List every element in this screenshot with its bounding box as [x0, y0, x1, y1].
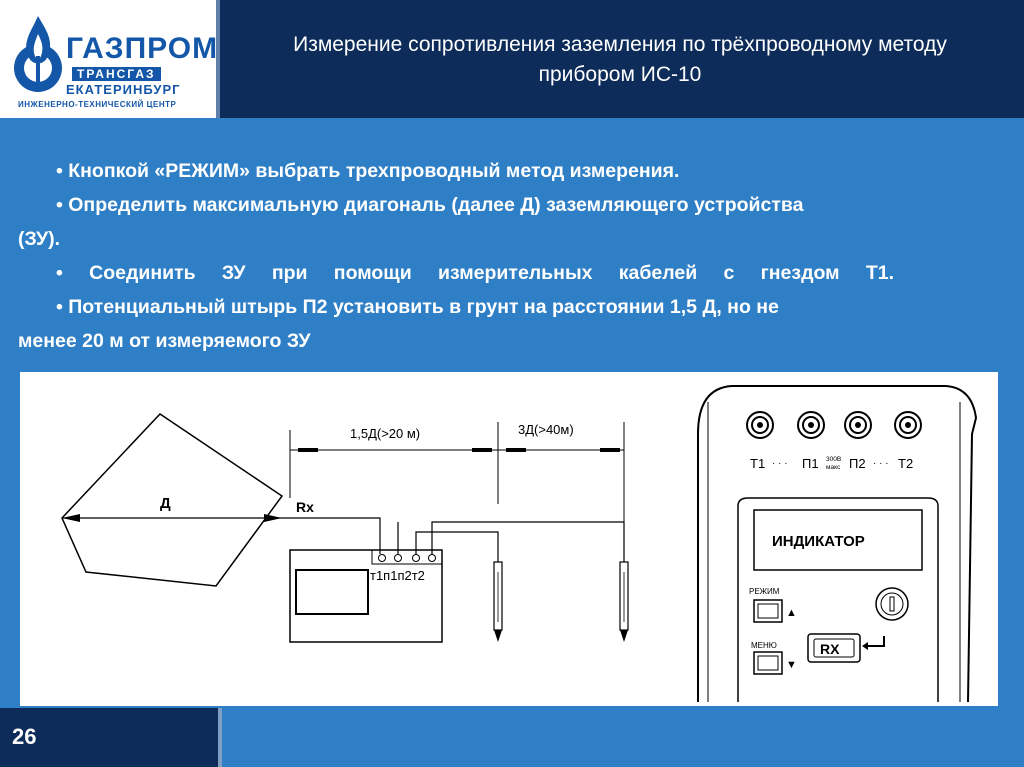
page-number: 26 [12, 724, 37, 749]
wire-t1 [282, 518, 380, 554]
terminal-p2 [845, 412, 871, 438]
arrow-up-icon: ▲ [786, 607, 797, 619]
terminal-label-300v: 300В [826, 456, 842, 463]
distance-label-2: 3Д(>40м) [518, 422, 574, 437]
terminal-label-t2: Т2 [898, 456, 914, 471]
bullet-3: • Соединить ЗУ при помощи измерительных кабелей с гнездом Т1. [56, 262, 894, 284]
menu-label: МЕНЮ [751, 641, 777, 650]
slide-title-line-1: Измерение сопротивления заземления по трёхпроводному методу [293, 33, 947, 56]
instructions-list [18, 154, 998, 358]
bullet-2-line-2: (ЗУ). [18, 228, 61, 250]
terminal-label-t1: Т1 [750, 456, 766, 471]
terminal-label-maks: макс [826, 464, 841, 471]
indicator-label: ИНДИКАТОР [772, 533, 865, 550]
terminal-label-p2: П2 [849, 456, 866, 471]
measurement-figure [20, 372, 998, 706]
enter-arrow-icon [868, 636, 884, 646]
logo-subtitle-city: ЕКАТЕРИНБУРГ [66, 82, 181, 97]
power-button[interactable] [876, 588, 908, 620]
terminal-dots-1: · · · [772, 458, 788, 469]
wire-t2 [432, 522, 624, 562]
mode-label: РЕЖИМ [749, 587, 780, 596]
logo-brand: ГАЗПРОМ [66, 32, 219, 65]
grounding-device-outline [62, 414, 282, 586]
bullet-2-line-1: • Определить максимальную диагональ (далее Д) заземляющего устройства [56, 194, 804, 216]
figure-canvas [20, 372, 998, 706]
terminal-t2 [895, 412, 921, 438]
logo-subtitle-transgaz: ТРАНСГАЗ [72, 67, 161, 81]
rx-label: Rx [296, 499, 314, 515]
terminal-p1 [798, 412, 824, 438]
diagonal-arrow-right [264, 514, 282, 522]
logo-subtitle-center: ИНЖЕНЕРНО-ТЕХНИЧЕСКИЙ ЦЕНТР [18, 100, 177, 109]
bullet-4-line-1: • Потенциальный штырь П2 установить в грунт на расстоянии 1,5 Д, но не [56, 296, 779, 318]
slide-title-line-2: прибором ИС-10 [538, 63, 702, 86]
footer-right-bar [222, 708, 1024, 767]
flame-icon [8, 12, 68, 96]
bullet-1: • Кнопкой «РЕЖИМ» выбрать трехпроводный метод измерения. [56, 160, 680, 182]
meter-display [296, 570, 368, 614]
socket-labels: т1п1п2т2 [370, 568, 425, 583]
company-logo [0, 0, 220, 118]
bullet-4-line-2: менее 20 м от измеряемого ЗУ [18, 330, 311, 352]
terminal-dots-2: · · · [873, 458, 889, 469]
diagonal-label: Д [160, 495, 171, 512]
terminal-label-p1: П1 [802, 456, 819, 471]
rx-button-label: RX [820, 641, 840, 657]
distance-label-1: 1,5Д(>20 м) [350, 426, 421, 441]
terminal-t1 [747, 412, 773, 438]
arrow-down-icon: ▼ [786, 659, 797, 671]
slide-title [240, 30, 1000, 90]
